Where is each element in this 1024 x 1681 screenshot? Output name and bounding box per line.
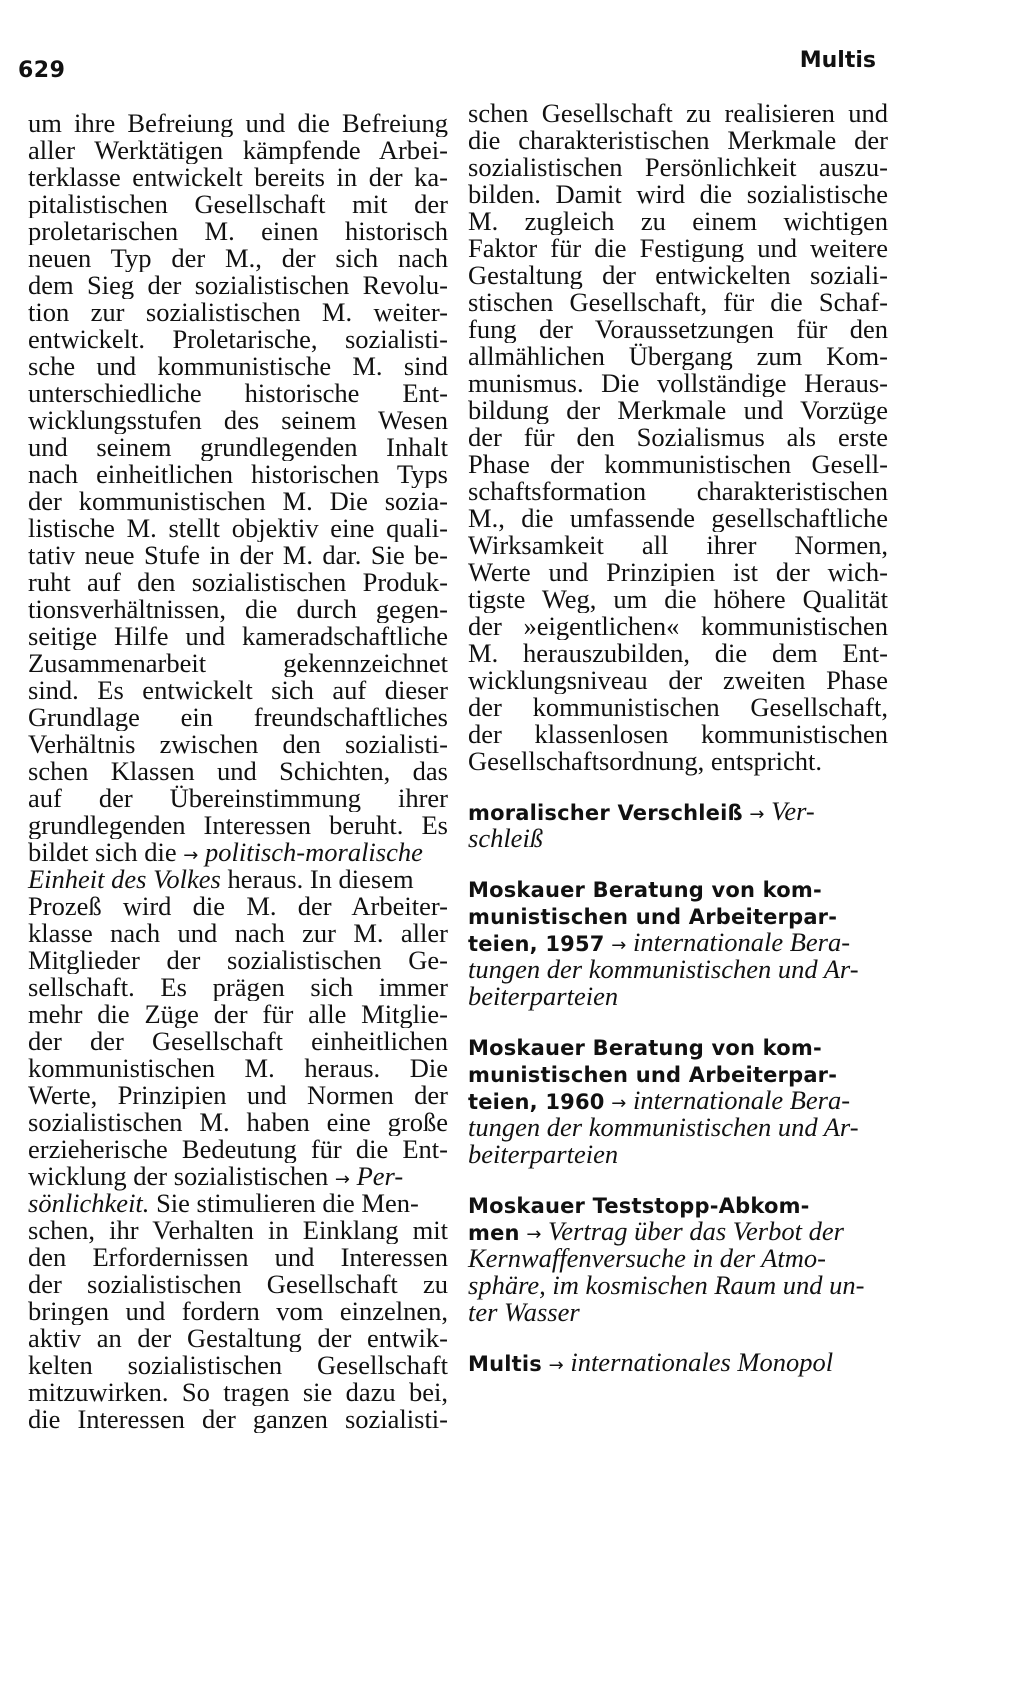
cross-reference-arrow-icon: → (749, 804, 765, 825)
cross-reference-text: schleiß (468, 823, 544, 853)
text-line: schaftsformation charakteristischen (468, 478, 888, 505)
text-line: munismus. Die vollständige Heraus- (468, 370, 888, 397)
right-column-text (468, 100, 888, 775)
text-line: und seinem grundlegenden Inhalt (28, 434, 448, 461)
cross-reference-text: ter Wasser (468, 1297, 580, 1327)
text-line (468, 1272, 888, 1299)
cross-reference-arrow-icon: → (611, 1093, 627, 1114)
text-line (468, 1033, 888, 1060)
cross-reference-arrow-icon: → (334, 1169, 350, 1190)
text-line (468, 1060, 888, 1087)
text-line: auf der Übereinstimmung ihrer (28, 785, 448, 812)
text-line: aller Werktätigen kämpfende Arbei- (28, 137, 448, 164)
text-line (28, 839, 448, 866)
cross-reference-text: tungen der kommunistischen und Ar- (468, 954, 859, 984)
text-line: der kommunistischen Gesellschaft, (468, 694, 888, 721)
text-line (468, 929, 888, 956)
entry-headword: munistischen und Arbeiterpar- (468, 1063, 838, 1087)
glossary-entry (468, 1349, 888, 1376)
text-line: mitzuwirken. So tragen sie dazu bei, (28, 1379, 448, 1406)
text-line (468, 825, 888, 852)
text-line: schen, ihr Verhalten in Einklang mit (28, 1217, 448, 1244)
text-line: Verhältnis zwischen den sozialisti- (28, 731, 448, 758)
text-segment: heraus. In diesem (220, 864, 414, 894)
text-line: dem Sieg der sozialistischen Revolu- (28, 272, 448, 299)
text-line: grundlegenden Interessen beruht. Es (28, 812, 448, 839)
text-line (468, 798, 888, 825)
text-line: wicklungsstufen des seinem Wesen (28, 407, 448, 434)
text-line: den Erfordernissen und Interessen (28, 1244, 448, 1271)
text-line (468, 1218, 888, 1245)
text-line: bildung der Merkmale und Vorzüge (468, 397, 888, 424)
text-line: Mitglieder der sozialistischen Ge- (28, 947, 448, 974)
text-line: tigste Weg, um die höhere Qualität (468, 586, 888, 613)
text-line: um ihre Befreiung und die Befreiung (28, 110, 448, 137)
cross-reference-arrow-icon: → (183, 845, 199, 866)
cross-reference-text: beiterparteien (468, 981, 619, 1011)
glossary-entry (468, 1033, 888, 1168)
text-line: mehr die Züge der für alle Mitglie- (28, 1001, 448, 1028)
text-line: listische M. stellt objektiv eine quali- (28, 515, 448, 542)
text-line (468, 1245, 888, 1272)
text-line: Faktor für die Festigung und weitere (468, 235, 888, 262)
text-line (28, 1190, 448, 1217)
cross-reference-text: Vertrag über das Verbot der (541, 1216, 844, 1246)
text-line: M. herauszubilden, die dem Ent- (468, 640, 888, 667)
text-line: klasse nach und nach zur M. aller (28, 920, 448, 947)
text-line (468, 1299, 888, 1326)
cross-reference-text: internationale Bera- (626, 1085, 851, 1115)
text-line: entwickelt. Proletarische, sozialisti- (28, 326, 448, 353)
text-line: erzieherische Bedeutung für die Ent- (28, 1136, 448, 1163)
cross-reference-text: Kernwaffenversuche in der Atmo- (468, 1243, 826, 1273)
text-line: der der Gesellschaft einheitlichen (28, 1028, 448, 1055)
text-line: aktiv an der Gestaltung der entwik- (28, 1325, 448, 1352)
text-line (468, 1191, 888, 1218)
text-line (468, 1141, 888, 1168)
text-line: proletarischen M. einen historisch (28, 218, 448, 245)
left-column (28, 110, 448, 1433)
text-segment: bildet sich die (28, 837, 184, 867)
entry-headword: munistischen und Arbeiterpar- (468, 905, 838, 929)
glossary-entry (468, 875, 888, 1010)
cross-reference-text: Per- (349, 1161, 404, 1191)
text-line: schen Klassen und Schichten, das (28, 758, 448, 785)
text-line (468, 1087, 888, 1114)
running-head: Multis (799, 48, 876, 73)
glossary-entries (468, 798, 888, 1376)
text-line: Werte, Prinzipien und Normen der (28, 1082, 448, 1109)
text-line: neuen Typ der M., der sich nach (28, 245, 448, 272)
right-column (468, 100, 888, 1376)
entry-headword: men (468, 1221, 520, 1245)
cross-reference-text: politisch-moralische (198, 837, 423, 867)
text-line: fung der Voraussetzungen für den (468, 316, 888, 343)
text-line: der für den Sozialismus als erste (468, 424, 888, 451)
text-line (468, 875, 888, 902)
text-line: pitalistischen Gesellschaft mit der (28, 191, 448, 218)
entry-headword: Multis (468, 1352, 542, 1376)
text-line: sozialistischen Persönlichkeit auszu- (468, 154, 888, 181)
text-line: unterschiedliche historische Ent- (28, 380, 448, 407)
page-number: 629 (18, 58, 66, 83)
cross-reference-arrow-icon: → (548, 1355, 564, 1376)
text-line: Zusammenarbeit gekennzeichnet (28, 650, 448, 677)
cross-reference-text: sönlichkeit. (28, 1188, 150, 1218)
text-line: sche und kommunistische M. sind (28, 353, 448, 380)
text-line: Gestaltung der entwickelten soziali- (468, 262, 888, 289)
text-line: Prozeß wird die M. der Arbeiter- (28, 893, 448, 920)
text-line (468, 983, 888, 1010)
text-line: sellschaft. Es prägen sich immer (28, 974, 448, 1001)
text-line: allmählichen Übergang zum Kom- (468, 343, 888, 370)
entry-headword: teien, 1960 (468, 1090, 605, 1114)
entry-headword: Moskauer Beratung von kom- (468, 1036, 822, 1060)
text-line: Werte und Prinzipien ist der wich- (468, 559, 888, 586)
text-line: schen Gesellschaft zu realisieren und (468, 100, 888, 127)
text-line (468, 956, 888, 983)
cross-reference-arrow-icon: → (611, 935, 627, 956)
text-line (28, 866, 448, 893)
text-line: kelten sozialistischen Gesellschaft (28, 1352, 448, 1379)
text-line: stischen Gesellschaft, für die Schaf- (468, 289, 888, 316)
text-line: die charakteristischen Merkmale der (468, 127, 888, 154)
text-line (468, 1114, 888, 1141)
entry-headword: moralischer Verschleiß (468, 801, 743, 825)
glossary-entry (468, 1191, 888, 1326)
text-line (468, 1349, 888, 1376)
text-line: Grundlage ein freundschaftliches (28, 704, 448, 731)
text-line: Gesellschaftsordnung, entspricht. (468, 746, 822, 776)
cross-reference-text: internationale Bera- (626, 927, 851, 957)
cross-reference-text: Ver- (764, 796, 815, 826)
entry-headword: teien, 1957 (468, 932, 605, 956)
text-segment: wicklung der sozialistischen (28, 1161, 335, 1191)
text-line: M. zugleich zu einem wichtigen (468, 208, 888, 235)
cross-reference-text: beiterparteien (468, 1139, 619, 1169)
text-line: terklasse entwickelt bereits in der ka- (28, 164, 448, 191)
cross-reference-arrow-icon: → (526, 1224, 542, 1245)
cross-reference-text: internationales Monopol (563, 1347, 834, 1377)
text-line: bilden. Damit wird die sozialistische (468, 181, 888, 208)
text-line: seitige Hilfe und kameradschaftliche (28, 623, 448, 650)
cross-reference-text: tungen der kommunistischen und Ar- (468, 1112, 859, 1142)
text-segment (542, 1347, 549, 1377)
entry-headword: Moskauer Beratung von kom- (468, 878, 822, 902)
text-line (468, 902, 888, 929)
text-line: sozialistischen M. haben eine große (28, 1109, 448, 1136)
text-segment: Sie stimulieren die Men- (149, 1188, 419, 1218)
text-line: der sozialistischen Gesellschaft zu (28, 1271, 448, 1298)
text-line: nach einheitlichen historischen Typs (28, 461, 448, 488)
text-line: der kommunistischen M. Die sozia- (28, 488, 448, 515)
text-line: M., die umfassende gesellschaftliche (468, 505, 888, 532)
text-line (28, 1163, 448, 1190)
text-line: tativ neue Stufe in der M. dar. Sie be- (28, 542, 448, 569)
text-line: bringen und fordern vom einzelnen, (28, 1298, 448, 1325)
text-line: wicklungsniveau der zweiten Phase (468, 667, 888, 694)
text-line: der »eigentlichen« kommunistischen (468, 613, 888, 640)
cross-reference-text: sphäre, im kosmischen Raum und un- (468, 1270, 865, 1300)
text-line: sind. Es entwickelt sich auf dieser (28, 677, 448, 704)
text-line: kommunistischen M. heraus. Die (28, 1055, 448, 1082)
glossary-entry (468, 798, 888, 852)
text-line: der klassenlosen kommunistischen (468, 721, 888, 748)
text-line: tionsverhältnissen, die durch gegen- (28, 596, 448, 623)
text-line: ruht auf den sozialistischen Produk- (28, 569, 448, 596)
text-line: die Interessen der ganzen sozialisti- (28, 1406, 448, 1433)
text-line: Wirksamkeit all ihrer Normen, (468, 532, 888, 559)
entry-headword: Moskauer Teststopp-Abkom- (468, 1194, 810, 1218)
text-line: Phase der kommunistischen Gesell- (468, 451, 888, 478)
text-line: tion zur sozialistischen M. weiter- (28, 299, 448, 326)
cross-reference-text: Einheit des Volkes (28, 864, 221, 894)
